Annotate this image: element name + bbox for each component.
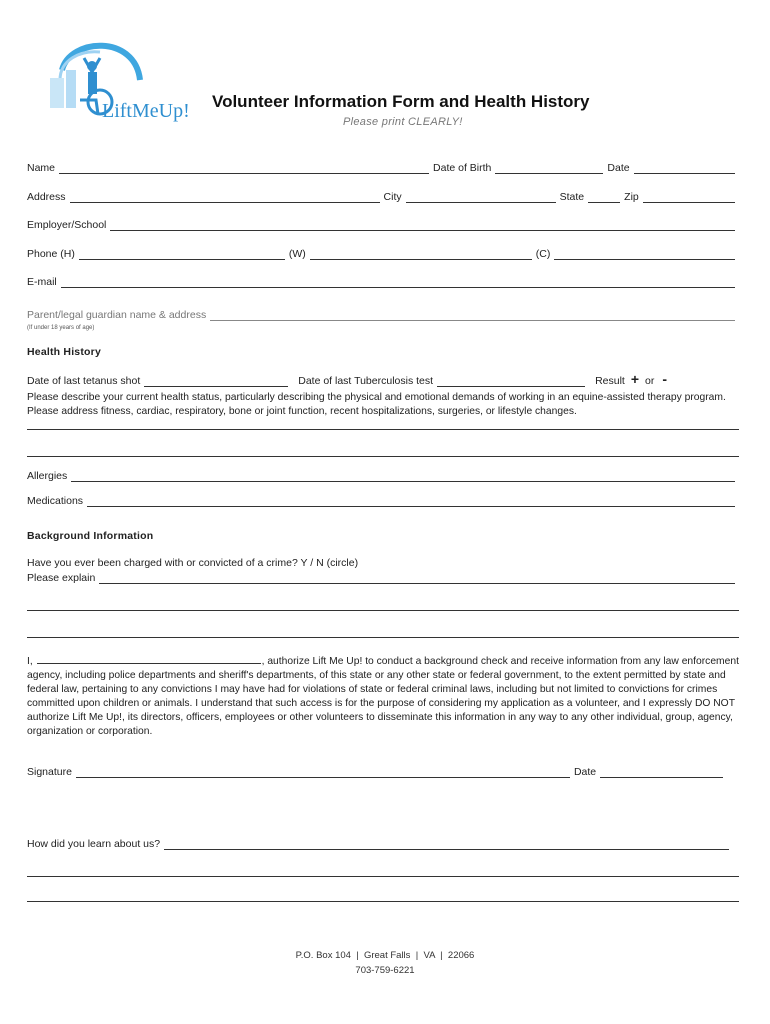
authorization-paragraph bbox=[27, 654, 747, 739]
address-row bbox=[27, 191, 739, 203]
result-negative[interactable]: - bbox=[662, 371, 668, 387]
city-label: City bbox=[383, 191, 402, 203]
learn-line-3[interactable] bbox=[27, 901, 739, 902]
medications-row bbox=[27, 495, 739, 507]
address-label: Address bbox=[27, 191, 66, 203]
form-title: Volunteer Information Form and Health History bbox=[212, 92, 590, 111]
guardian-label: Parent/legal guardian name & address bbox=[27, 309, 207, 321]
dob-field[interactable] bbox=[495, 162, 603, 174]
footer-phone: 703-759-6221 bbox=[355, 965, 415, 976]
result-or: or bbox=[645, 375, 655, 387]
allergies-row bbox=[27, 470, 739, 482]
footer-address: P.O. Box 104 | Great Falls | VA | 22066 bbox=[295, 950, 475, 961]
result-label: Result bbox=[595, 375, 625, 387]
signature-date-label: Date bbox=[573, 766, 597, 778]
date-field[interactable] bbox=[634, 162, 735, 174]
state-label: State bbox=[559, 191, 585, 203]
health-line-1[interactable] bbox=[27, 429, 739, 430]
email-label: E-mail bbox=[27, 276, 57, 288]
phone-row bbox=[27, 248, 739, 260]
explain-row bbox=[27, 572, 739, 584]
phone-home-field[interactable] bbox=[79, 248, 285, 260]
explain-line-2[interactable] bbox=[27, 610, 739, 611]
logo bbox=[40, 40, 210, 132]
medications-label: Medications bbox=[27, 495, 84, 507]
learn-field[interactable] bbox=[164, 838, 729, 850]
tests-row bbox=[27, 371, 739, 387]
explain-label: Please explain bbox=[27, 572, 96, 584]
health-instructions: Please describe your current health status, particularly describing the physical and emotional demands of working in an equine-assisted therapy program. Please address fitness, cardiac, respiratory, bone or joint function, recent hospitalizations, surgeries, or lifestyle changes. bbox=[27, 392, 726, 417]
address-field[interactable] bbox=[70, 191, 380, 203]
employer-field[interactable] bbox=[110, 219, 735, 231]
allergies-field[interactable] bbox=[71, 470, 735, 482]
signature-date-field[interactable] bbox=[600, 766, 723, 778]
name-field[interactable] bbox=[59, 162, 429, 174]
signature-field[interactable] bbox=[76, 766, 570, 778]
auth-name-field[interactable] bbox=[37, 654, 261, 664]
zip-label: Zip bbox=[624, 191, 639, 203]
tb-label: Date of last Tuberculosis test bbox=[298, 375, 434, 387]
crime-question: Have you ever been charged with or convicted of a crime? Y / N (circle) bbox=[27, 557, 359, 569]
learn-row bbox=[27, 838, 733, 850]
tb-field[interactable] bbox=[437, 375, 585, 387]
city-field[interactable] bbox=[406, 191, 556, 203]
name-label: Name bbox=[27, 162, 56, 174]
background-heading: Background Information bbox=[27, 530, 154, 542]
date-label: Date bbox=[607, 162, 630, 174]
signature-label: Signature bbox=[27, 766, 72, 778]
employer-label: Employer/School bbox=[27, 219, 107, 231]
state-field[interactable] bbox=[588, 191, 620, 203]
signature-row bbox=[27, 766, 727, 778]
phone-cell-label: (C) bbox=[535, 248, 551, 260]
guardian-field[interactable] bbox=[210, 309, 735, 321]
employer-row bbox=[27, 219, 739, 231]
allergies-label: Allergies bbox=[27, 470, 68, 482]
learn-label: How did you learn about us? bbox=[27, 838, 161, 850]
explain-field[interactable] bbox=[99, 572, 735, 584]
explain-line-3[interactable] bbox=[27, 637, 739, 638]
phone-home-label: Phone (H) bbox=[27, 248, 75, 260]
phone-cell-field[interactable] bbox=[554, 248, 735, 260]
learn-line-2[interactable] bbox=[27, 876, 739, 877]
medications-field[interactable] bbox=[87, 495, 735, 507]
phone-work-label: (W) bbox=[288, 248, 306, 260]
tetanus-field[interactable] bbox=[144, 375, 288, 387]
name-row bbox=[27, 162, 739, 174]
form-subtitle: Please print CLEARLY! bbox=[343, 116, 463, 128]
logo-text: LiftMeUp! bbox=[102, 100, 190, 122]
phone-work-field[interactable] bbox=[310, 248, 532, 260]
email-row bbox=[27, 276, 739, 288]
zip-field[interactable] bbox=[643, 191, 735, 203]
tetanus-label: Date of last tetanus shot bbox=[27, 375, 141, 387]
health-line-2[interactable] bbox=[27, 456, 739, 457]
guardian-note: (If under 18 years of age) bbox=[27, 325, 95, 331]
health-heading: Health History bbox=[27, 346, 101, 358]
auth-start: I, bbox=[27, 656, 33, 667]
auth-text: , authorize Lift Me Up! to conduct a background check and receive information from any law enforcement agency, including police departments and sheriff's departments, of this state or any other state or federal government, to the extent permitted by state and federal law, pertaining to any convictions I may have had for violations of state or federal criminal laws, including but not limited to convictions for crimes committed upon children or animals. I understand that such access is for the purpose of considering my application as a volunteer, and I expressly DO NOT authorize Lift Me Up!, its directors, officers, employees or other volunteers to disseminate this information in any way to any other individual, group, agency, organization or corporation. bbox=[27, 656, 739, 737]
email-field[interactable] bbox=[61, 276, 735, 288]
result-positive[interactable]: + bbox=[630, 371, 640, 387]
dob-label: Date of Birth bbox=[433, 162, 492, 174]
guardian-row bbox=[27, 309, 739, 321]
